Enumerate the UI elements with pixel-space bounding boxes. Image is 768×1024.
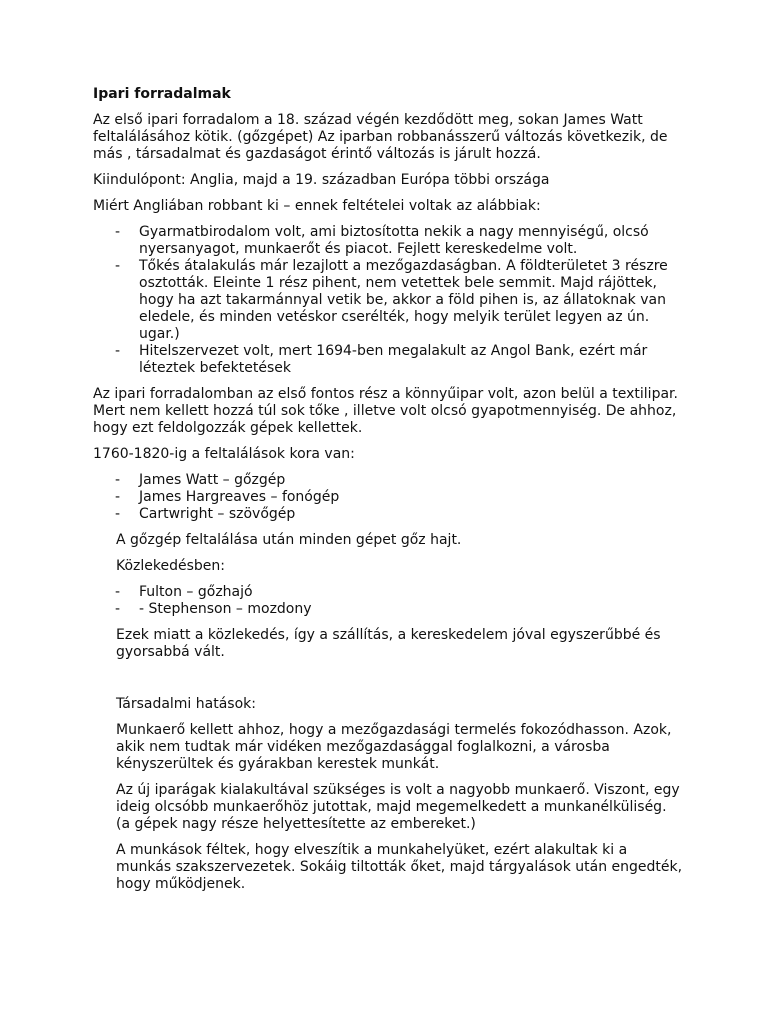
trade-unions-paragraph: A munkások féltek, hogy elveszítik a munkahelyüket, ezért alakultak ki a munkás szakszervezetek. Sokáig tiltották őket, majd tárgyalások után engedték, hogy működjenek.	[116, 842, 683, 892]
list-item-text: Hitelszervezet volt, mert 1694-ben megalakult az Angol Bank, ezért már léteztek befektetések	[139, 343, 648, 376]
list-item-text: Gyarmatbirodalom volt, ami biztosította nekik a nagy mennyiségű, olcsó nyersanyagot, munkaerőt és piacot. Fejlett kereskedelme volt.	[139, 224, 649, 257]
list-item	[93, 506, 683, 523]
list-dash: -	[115, 601, 121, 617]
list-item-text: Tőkés átalakulás már lezajlott a mezőgazdaságban. A földterületet 3 részre osztották. Eleinte 1 rész pihent, nem vetettek bele semmit. Majd rájöttek, hogy ha azt takarmánnyal vetik be, akkor a föld pihen is, az állatoknak van eledele, és minden vetéskor cserélték, hogy melyik terület legyen az ún. ugar.)	[139, 258, 668, 342]
list-dash: -	[115, 343, 121, 359]
list-dash: -	[115, 472, 121, 488]
list-item	[93, 472, 683, 489]
list-item	[93, 258, 683, 343]
list-dash: -	[115, 224, 121, 240]
inventions-era-paragraph: 1760-1820-ig a feltalálások kora van:	[93, 446, 355, 462]
social-effects-heading: Társadalmi hatások:	[116, 696, 256, 712]
list-item	[93, 584, 683, 601]
labour-paragraph: Munkaerő kellett ahhoz, hogy a mezőgazdasági termelés fokozódhasson. Azok, akik nem tudtak már vidéken mezőgazdasággal foglalkozni, a városba kényszerültek és gyárakban kerestek munkát.	[116, 722, 672, 772]
list-item	[93, 601, 683, 618]
new-industries-paragraph: Az új iparágak kialakultával szükséges is volt a nagyobb munkaerő. Viszont, egy ideig olcsóbb munkaerőhöz jutottak, majd megemelkedett a munkanélküliség. (a gépek nagy része helyettesítette az embereket.)	[116, 782, 680, 832]
steam-engine-paragraph: A gőzgép feltalálása után minden gépet gőz hajt.	[116, 532, 462, 548]
list-item-text: - Stephenson – mozdony	[139, 601, 312, 617]
reasons-list	[93, 224, 683, 377]
transport-effects-paragraph: Ezek miatt a közlekedés, így a szállítás, a kereskedelem jóval egyszerűbbé és gyorsabbá vált.	[116, 627, 661, 660]
document-title: Ipari forradalmak	[93, 86, 231, 102]
list-item-text: Fulton – gőzhajó	[139, 584, 253, 600]
inventions-list	[93, 472, 683, 523]
list-dash: -	[115, 258, 121, 274]
list-item-text: James Watt – gőzgép	[139, 472, 286, 488]
starting-point-paragraph: Kiindulópont: Anglia, majd a 19. században Európa többi országa	[93, 172, 550, 188]
list-dash: -	[115, 584, 121, 600]
intro-paragraph: Az első ipari forradalom a 18. század végén kezdődött meg, sokan James Watt feltalálásához kötik. (gőzgépet) Az iparban robbanásszerű változás következik, de más , társadalmat és gazdaságot érintő változás is járult hozzá.	[93, 112, 668, 162]
list-item	[93, 343, 683, 377]
list-item	[93, 489, 683, 506]
light-industry-paragraph: Az ipari forradalomban az első fontos rész a könnyűipar volt, azon belül a textilipar. Mert nem kellett hozzá túl sok tőke , illetve volt olcsó gyapotmennyiség. De ahhoz, hogy ezt feldolgozzák gépek kellettek.	[93, 386, 678, 436]
list-dash: -	[115, 489, 121, 505]
list-dash: -	[115, 506, 121, 522]
why-england-paragraph: Miért Angliában robbant ki – ennek feltételei voltak az alábbiak:	[93, 198, 541, 214]
transport-list	[93, 584, 683, 618]
document-body	[93, 86, 683, 902]
list-item	[93, 224, 683, 258]
transport-heading: Közlekedésben:	[116, 558, 226, 574]
list-item-text: James Hargreaves – fonógép	[139, 489, 340, 505]
blank-line	[93, 670, 683, 696]
list-item-text: Cartwright – szövőgép	[139, 506, 296, 522]
